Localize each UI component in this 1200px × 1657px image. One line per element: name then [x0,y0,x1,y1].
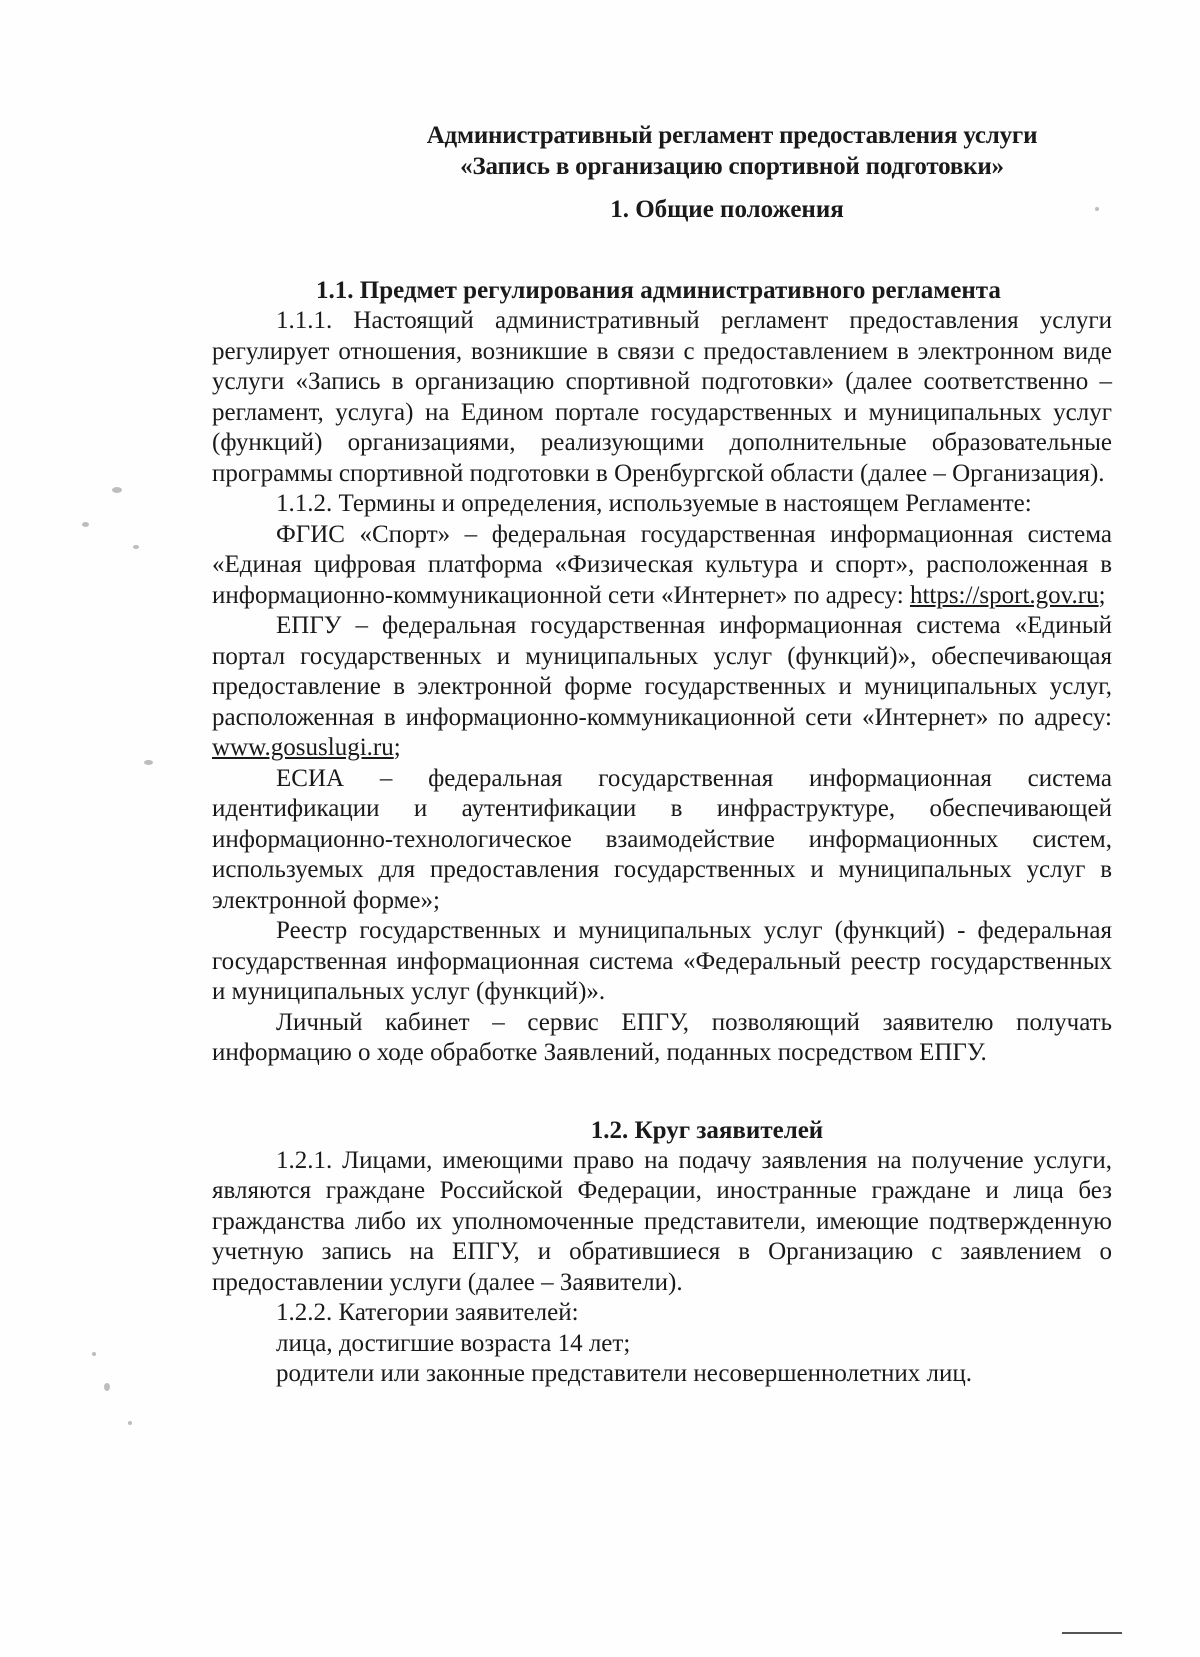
paragraph-fgis-sport [212,520,1112,612]
epgu-end: ; [393,734,401,761]
document-title-line2: «Запись в организацию спортивной подготовки» [460,153,1004,180]
paragraph-1-2-2: 1.2.2. Категории заявителей: [276,1299,579,1326]
paragraph-esia: ЕСИА – федеральная государственная информационная система идентификации и аутентификации в инфраструктуре, обеспечивающей информационно-технологическое взаимодействие информационных систем, используемых для предоставления государственных и муниципальных услуг в электронной форме»; [212,764,1112,914]
section-heading-general: 1. Общие положения [610,196,844,223]
paragraph-reestr: Реестр государственных и муниципальных услуг (функций) - федеральная государственная информационная система «Федеральный реестр государственных и муниципальных услуг (функций)». [212,917,1112,1005]
sport-gov-link[interactable]: https://sport.gov.ru [909,581,1099,609]
document-body [212,120,1112,1390]
paragraph-category-2: родители или законные представители несовершеннолетних лиц. [276,1360,973,1387]
paragraph-1-1-2: 1.1.2. Термины и определения, используемые в настоящем Регламенте: [276,490,1032,517]
epgu-text: ЕПГУ – федеральная государственная информационная система «Единый портал государственных и муниципальных услуг (функций)», обеспечивающая предоставление в электронной форме государственных и муниципальных услуг, расположенная в информационно-коммуникационной сети «Интернет» по адресу: [212,612,1112,731]
paragraph-category-1: лица, достигшие возраста 14 лет; [276,1329,631,1357]
paragraph-lichnyy-kabinet: Личный кабинет – сервис ЕПГУ, позволяющий заявителю получать информацию о ходе обработке Заявлений, поданных посредством ЕПГУ. [212,1008,1112,1066]
gosuslugi-link[interactable]: www.gosuslugi.ru [212,734,394,761]
footer-dash [1062,1632,1122,1634]
paragraph-epgu [212,611,1112,764]
paragraph-1-2-1: 1.2.1. Лицами, имеющими право на подачу заявления на получение услуги, являются граждане Российской Федерации, иностранные граждане и лица без гражданства либо их уполномоченные представители, имеющие подтвержденную учетную запись на ЕПГУ, и обратившиеся в Организацию с заявлением о предоставлении услуги (далее – Заявители). [212,1146,1112,1296]
fgis-end: ; [1098,581,1106,609]
section-heading-1-1: 1.1. Предмет регулирования административного регламента [316,277,1001,304]
paragraph-1-1-1: 1.1.1. Настоящий административный регламент предоставления услуги регулирует отношения, возникшие в связи с предоставлением в электронном виде услуги «Запись в организацию спортивной подготовки» (далее соответственно – регламент, услуга) на Едином портале государственных и муниципальных услуг (функций) организациями, реализующими дополнительные образовательные программы спортивной подготовки в Оренбургской области (далее – Организация). [212,307,1112,487]
section-heading-1-2: 1.2. Круг заявителей [590,1116,824,1144]
fgis-text: ФГИС «Спорт» – федеральная государственная информационная система «Единая цифровая платформа «Физическая культура и спорт», расположенная в информационно-коммуникационной сети «Интернет» по адресу: [212,520,1112,609]
document-title-line1: Административный регламент предоставления услуги [426,122,1038,149]
